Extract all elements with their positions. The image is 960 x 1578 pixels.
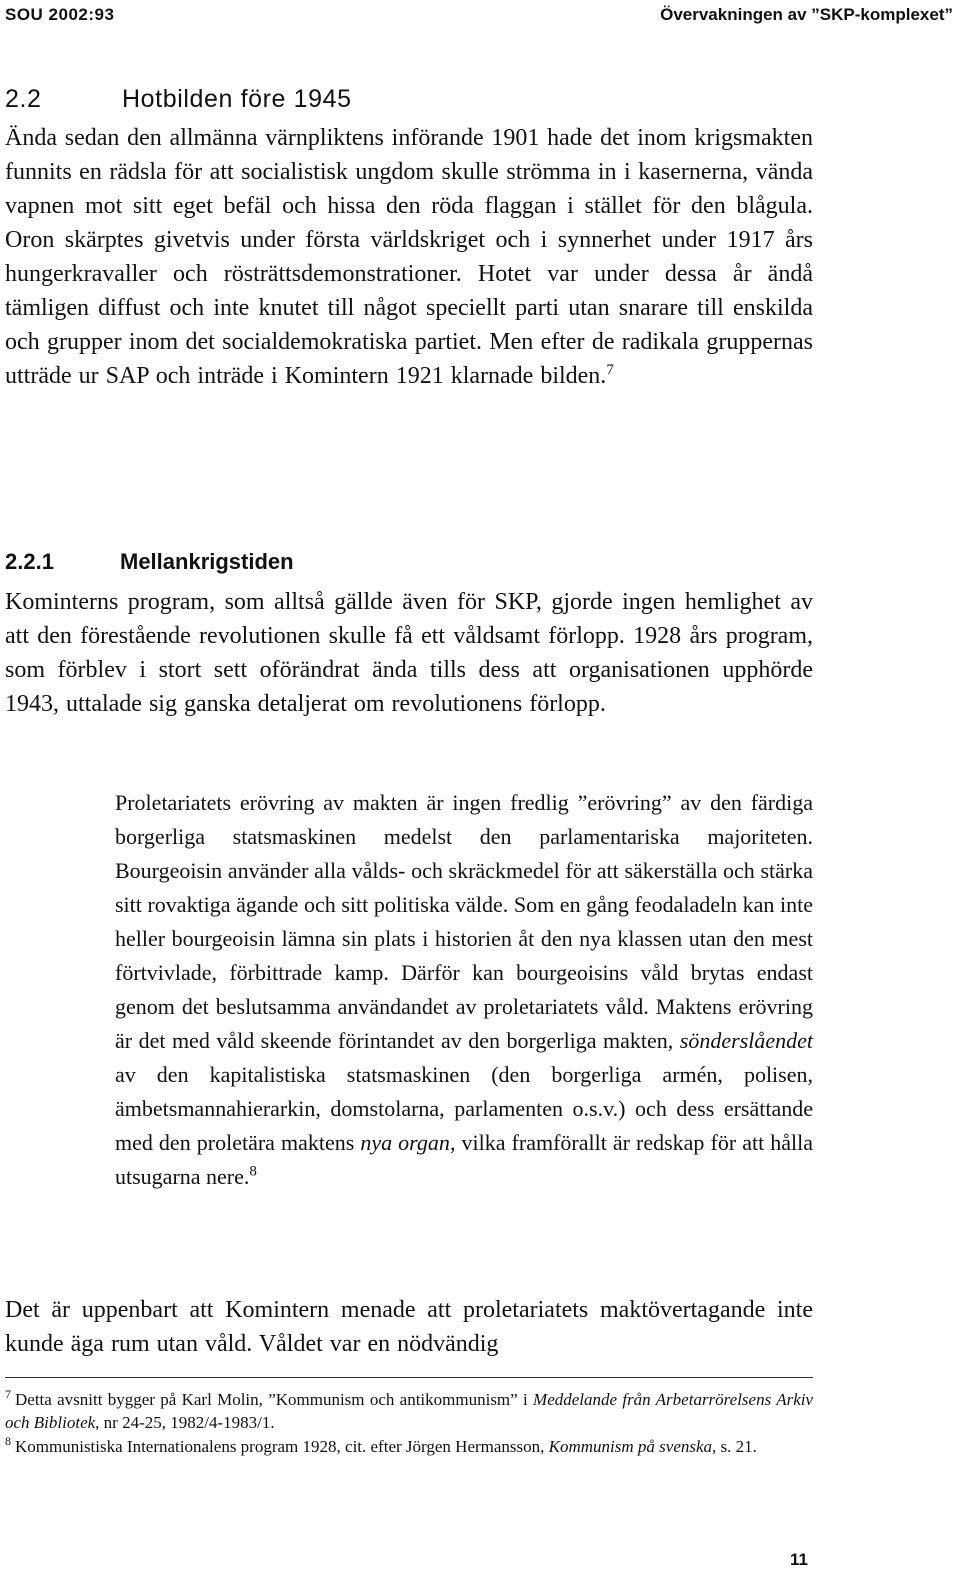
footnote-8 <box>5 1435 813 1458</box>
intro-paragraph-text: Ända sedan den allmänna värnpliktens införande 1901 hade det inom krigsmakten funnits en rädsla för att socialistisk ungdom skulle strömma in i kasernerna, vända vapnen mot sitt eget befäl och hissa den röda flaggan i stället för den blågula. Oron skärptes givetvis under första världskriget och i synnerhet under 1917 års hungerkravaller och rösträttsdemonstrationer. Hotet var under dessa år ändå tämligen diffust och inte knutet till något speciellt parti utan snarare till enskilda och grupper inom det socialdemokratiska partiet. Men efter de radikala gruppernas utträde ur SAP och inträde i Komintern 1921 klarnade bilden. <box>5 125 813 389</box>
quote-text-2: av den kapitalistiska statsmaskinen (den borgerliga armén, polisen, ämbetsmannahierarkin, domstolarna, parlamenten o.s.v.) och dess ersättande med den proletära maktens <box>115 1062 813 1155</box>
subsection-number: 2.2.1 <box>5 549 54 574</box>
program-quote <box>115 786 813 1194</box>
footnotes <box>5 1388 813 1459</box>
quote-text-1: Proletariatets erövring av makten är ingen fredlig ”erövring” av den färdiga borgerliga statsmaskinen medelst den parlamentariska majoriteten. Bourgeoisin använder alla vålds- och skräckmedel för att säkerställa och stärka sitt rovaktiga ägande och sitt politiska välde. Som en gång feodaladeln kan inte heller bourgeoisin lämna sin plats i historien åt den nya klassen utan den mest förtvivlade, förbittrade kamp. Därför kan bourgeoisins våld brytas endast genom det beslutsamma användandet av proletariatets våld. Maktens erövring är det med våld skeende förintandet av den borgerliga makten, <box>115 790 813 1053</box>
quote-emphasis-1: sönderslåendet <box>679 1028 814 1053</box>
footnote-ref-7[interactable]: 7 <box>606 362 614 378</box>
footnote-7 <box>5 1388 813 1434</box>
section-number: 2.2 <box>5 84 42 113</box>
footnote-number: 7 <box>5 1387 11 1402</box>
section-title: Hotbilden före 1945 <box>122 84 352 113</box>
quote-emphasis-2: nya organ <box>360 1130 450 1155</box>
section-heading <box>5 85 352 114</box>
document-id: SOU 2002:93 <box>5 5 115 24</box>
quote-text-3: , vilka framförallt är redskap för att hålla utsugarna nere. <box>115 1130 813 1189</box>
footnote-text: Detta avsnitt bygger på Karl Molin, ”Kommunism och antikommunism” i <box>15 1390 528 1409</box>
footnote-emphasis: Meddelande från Arbetarrörelsens Arkiv och Bibliotek, <box>5 1390 814 1432</box>
running-header <box>5 5 953 27</box>
page-number: 11 <box>790 1550 808 1569</box>
chapter-title: Övervakningen av ”SKP-komplexet” <box>660 5 953 24</box>
subsection-heading <box>5 549 294 575</box>
conclusion-paragraph: Det är uppenbart att Komintern menade att proletariatets maktövertagande inte kunde äga rum utan våld. Våldet var en nödvändig <box>5 1297 813 1357</box>
footnote-text: Kommunistiska Internationalens program 1928, cit. efter Jörgen Hermansson, <box>15 1437 545 1456</box>
footnote-divider <box>5 1377 813 1378</box>
footnote-text: s. 21. <box>720 1437 757 1456</box>
intro-paragraph <box>5 121 813 393</box>
komintern-paragraph: Kominterns program, som alltså gällde även för SKP, gjorde ingen hemlighet av att den förestående revolutionen skulle få ett våldsamt förlopp. 1928 års program, som förblev i stort sett oförändrat ända tills dess att organisationen upphörde 1943, uttalade sig ganska detaljerat om revolutionens förlopp. <box>5 589 813 717</box>
footnote-emphasis: Kommunism på svenska, <box>548 1437 717 1456</box>
footnote-text: nr 24-25, 1982/4-1983/1. <box>103 1413 275 1432</box>
footnote-ref-8[interactable]: 8 <box>249 1163 257 1180</box>
footnote-number: 8 <box>5 1434 11 1449</box>
subsection-title: Mellankrigstiden <box>120 549 294 574</box>
